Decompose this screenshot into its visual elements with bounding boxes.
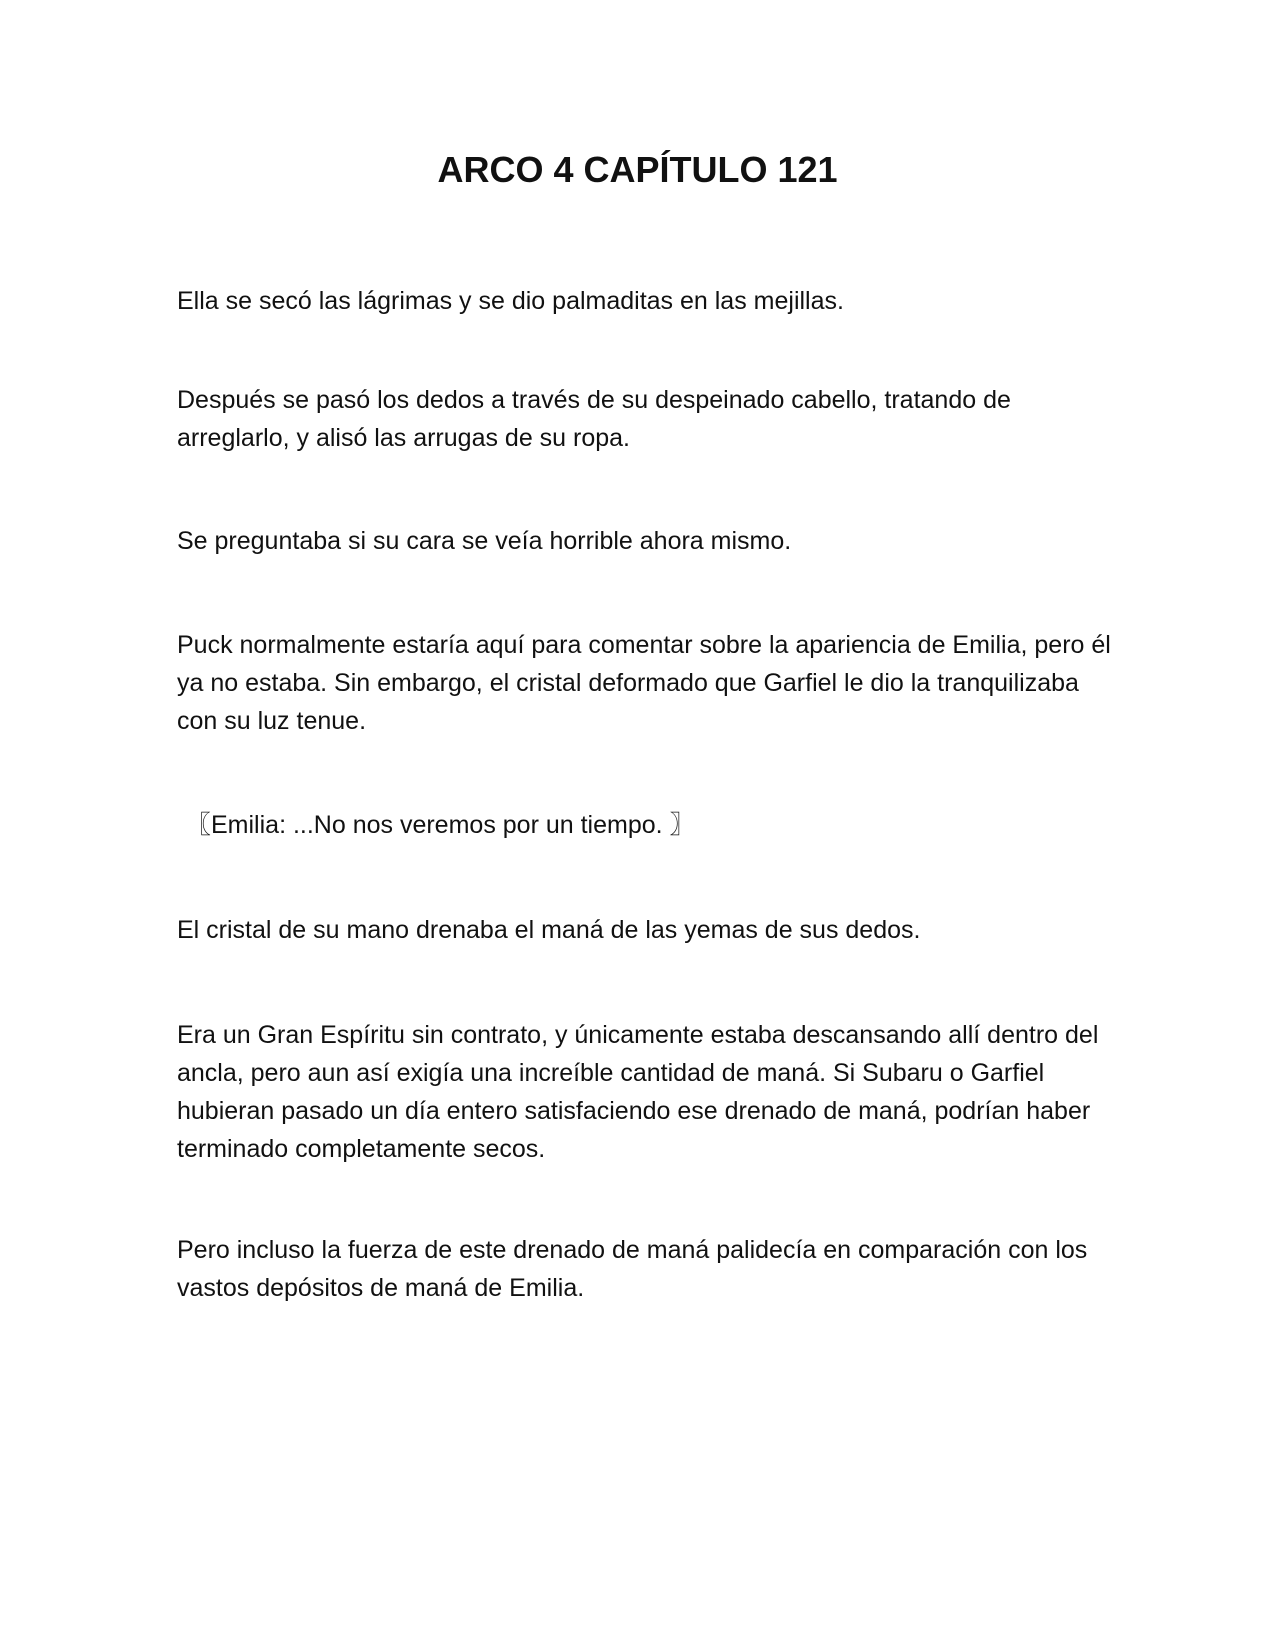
paragraph-3: Se preguntaba si su cara se veía horrible ahora mismo. xyxy=(177,527,792,555)
paragraph-2: Después se pasó los dedos a través de su despeinado cabello, tratando de arreglarlo, y alisó las arrugas de su ropa. xyxy=(177,386,1011,452)
paragraph-4: Puck normalmente estaría aquí para comentar sobre la apariencia de Emilia, pero él ya no estaba. Sin embargo, el cristal deformado que Garfiel le dio la tranquilizaba con su luz tenue. xyxy=(177,631,1111,735)
paragraph-7: Era un Gran Espíritu sin contrato, y únicamente estaba descansando allí dentro del ancla, pero aun así exigía una increíble cantidad de maná. Si Subaru o Garfiel hubieran pasado un día entero satisfaciendo ese drenado de maná, podrían haber terminado completamente secos. xyxy=(177,1021,1099,1163)
dialogue-line: 〖Emilia: ...No nos veremos por un tiempo. 〗 xyxy=(186,811,695,839)
paragraph-1: Ella se secó las lágrimas y se dio palmaditas en las mejillas. xyxy=(177,287,844,315)
paragraph-8: Pero incluso la fuerza de este drenado de maná palidecía en comparación con los vastos depósitos de maná de Emilia. xyxy=(177,1236,1088,1302)
chapter-title: ARCO 4 CAPÍTULO 121 xyxy=(437,149,838,190)
paragraph-6: El cristal de su mano drenaba el maná de las yemas de sus dedos. xyxy=(177,916,921,944)
